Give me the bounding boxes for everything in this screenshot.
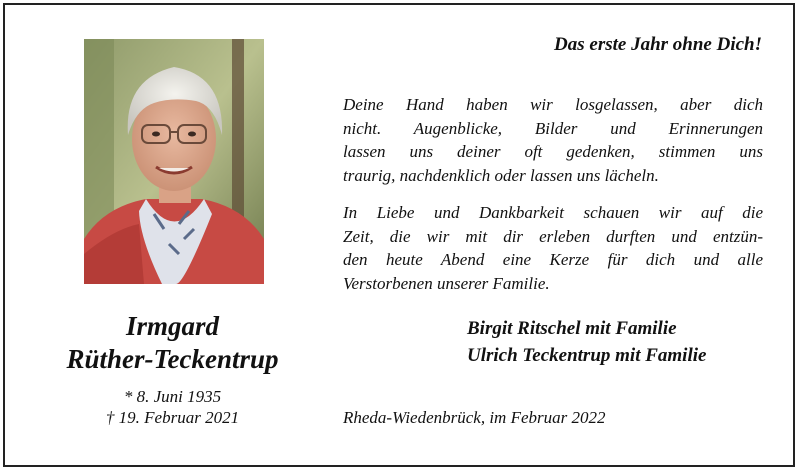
text-line: In Liebe und Dankbarkeit schauen wir auf die	[343, 203, 763, 222]
place-and-date: Rheda-Wiedenbrück, im Februar 2022	[343, 408, 606, 427]
text-line: Deine Hand haben wir losgelassen, aber dich	[343, 95, 763, 114]
text-line: nicht. Augenblicke, Bilder und Erinnerungen	[343, 118, 763, 138]
mourner-name: Birgit Ritschel mit Familie	[467, 318, 677, 339]
portrait-photo	[84, 39, 264, 284]
text-line: den heute Abend eine Kerze für dich und alle	[343, 250, 763, 269]
deceased-first-name: Irmgard	[125, 311, 220, 341]
mourner-name: Ulrich Teckentrup mit Familie	[467, 345, 707, 366]
text-line: Zeit, die wir mit dir erleben durften und entzün-	[343, 226, 763, 246]
text-line: traurig, nachdenklich oder lassen uns lächeln.	[343, 165, 659, 185]
deceased-last-name: Rüther-Teckentrup	[66, 344, 279, 374]
birth-date: * 8. Juni 1935	[123, 387, 222, 406]
death-date: † 19. Februar 2021	[105, 408, 240, 427]
text-line: lassen uns deiner oft gedenken, stimmen uns	[343, 142, 763, 161]
memorial-paragraph-1	[343, 93, 763, 187]
memorial-paragraph-2	[343, 201, 763, 295]
notice-headline: Das erste Jahr ohne Dich!	[554, 34, 762, 55]
text-line: Verstorbenen unserer Familie.	[343, 273, 550, 293]
